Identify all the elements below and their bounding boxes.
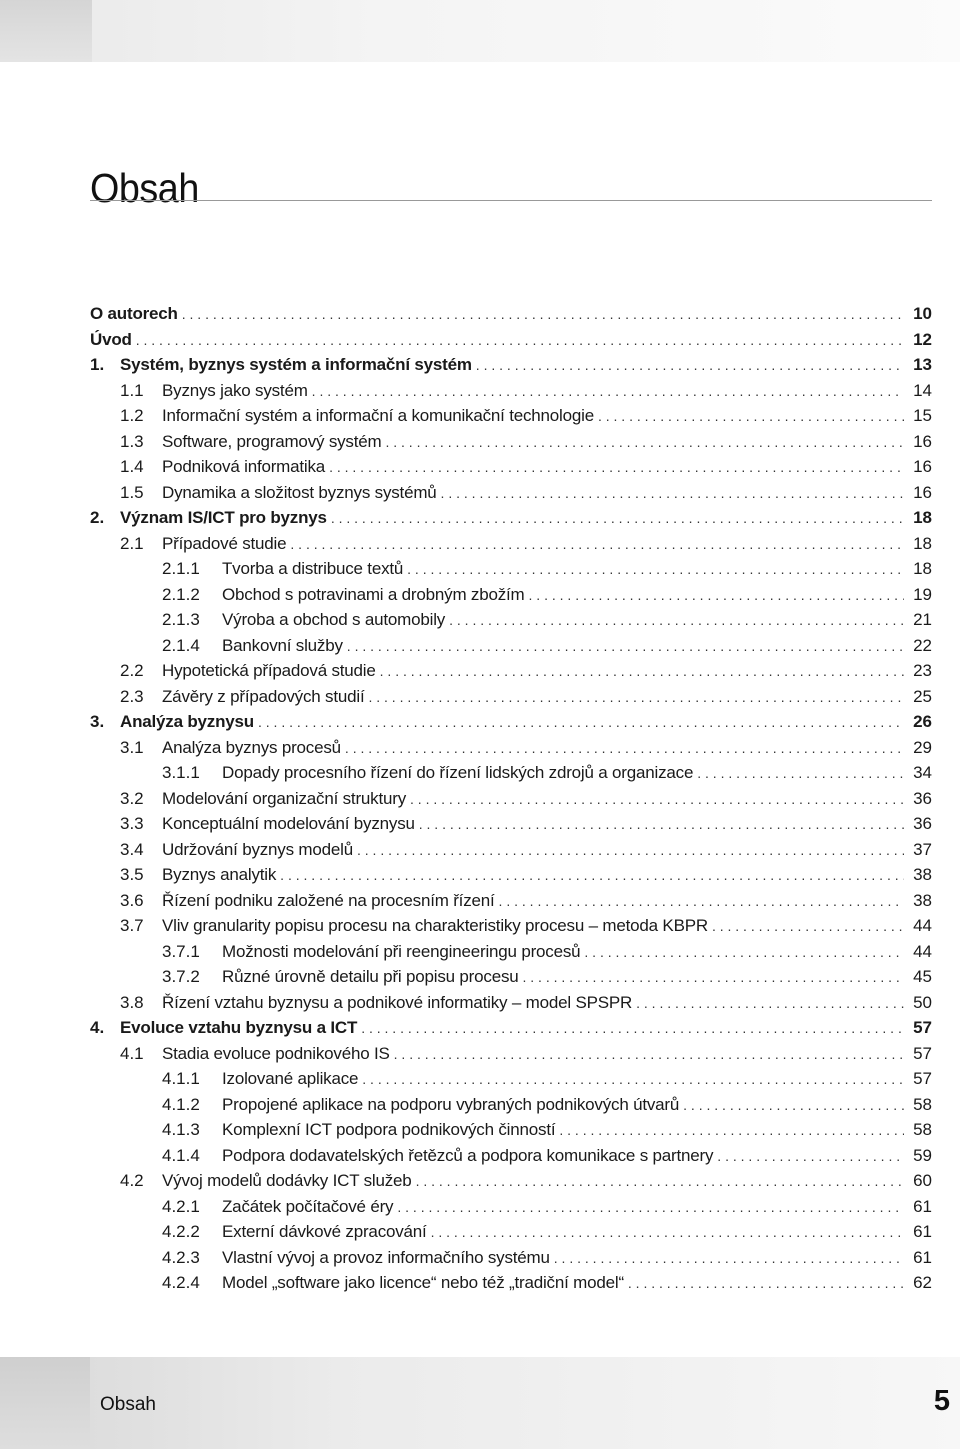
toc-entry-number: 2.3 bbox=[120, 686, 144, 706]
toc-entry[interactable] bbox=[90, 760, 932, 786]
toc-entry-title: Možnosti modelování při reengineeringu procesů bbox=[222, 941, 581, 961]
toc-entry[interactable] bbox=[90, 1117, 932, 1143]
toc-dot-leader bbox=[182, 302, 904, 328]
toc-dot-leader bbox=[476, 353, 904, 379]
toc-entry-page: 57 bbox=[913, 1018, 932, 1037]
toc-entry-page: 61 bbox=[913, 1222, 932, 1241]
toc-entry-page: 50 bbox=[913, 992, 932, 1012]
toc-entry-number: 3.8 bbox=[120, 992, 144, 1012]
toc-entry[interactable] bbox=[90, 964, 932, 990]
toc-entry-title: Analýza byznysu bbox=[120, 712, 254, 731]
toc-entry-title: Výroba a obchod s automobily bbox=[222, 610, 446, 629]
toc-entry-page: 60 bbox=[913, 1171, 932, 1190]
toc-dot-leader bbox=[345, 736, 904, 762]
toc-entry[interactable] bbox=[90, 811, 932, 837]
toc-entry-title: Stadia evoluce podnikového IS bbox=[162, 1043, 390, 1063]
toc-entry[interactable] bbox=[90, 327, 932, 353]
toc-entry-number: 4.1.4 bbox=[162, 1145, 200, 1165]
toc-entry[interactable] bbox=[90, 658, 932, 684]
toc-entry-number: 4.1.3 bbox=[162, 1120, 200, 1139]
toc-entry-number: 2.1.1 bbox=[162, 559, 200, 578]
toc-entry-page: 13 bbox=[913, 355, 932, 374]
toc-entry-page: 37 bbox=[913, 839, 932, 859]
toc-entry-page: 36 bbox=[913, 788, 932, 808]
toc-entry-title: O autorech bbox=[90, 304, 178, 323]
toc-entry-number: 4.2 bbox=[120, 1171, 144, 1190]
toc-entry-page: 16 bbox=[913, 457, 932, 476]
toc-dot-leader bbox=[499, 889, 904, 915]
toc-dot-leader bbox=[258, 710, 904, 736]
toc-entry-page: 26 bbox=[913, 712, 932, 731]
toc-entry-number: 3.5 bbox=[120, 865, 144, 884]
toc-entry-title: Podniková informatika bbox=[162, 457, 326, 476]
toc-dot-leader bbox=[441, 481, 904, 507]
toc-entry-page: 12 bbox=[913, 329, 932, 349]
toc-entry-title: Byznys analytik bbox=[162, 865, 277, 884]
toc-entry-title: Evoluce vztahu byznysu a ICT bbox=[120, 1018, 358, 1037]
toc-dot-leader bbox=[380, 659, 904, 685]
toc-entry[interactable] bbox=[90, 480, 932, 506]
toc-entry-number: 4.1 bbox=[120, 1043, 144, 1063]
toc-entry-page: 34 bbox=[913, 763, 932, 782]
toc-entry-page: 36 bbox=[913, 814, 932, 833]
toc-entry-number: 4.2.4 bbox=[162, 1273, 200, 1292]
toc-entry[interactable] bbox=[90, 1270, 932, 1296]
toc-entry[interactable] bbox=[90, 1245, 932, 1271]
toc-entry-page: 21 bbox=[913, 610, 932, 629]
toc-entry-page: 44 bbox=[913, 916, 932, 935]
footer-band bbox=[0, 1357, 960, 1449]
toc-entry-title: Systém, byznys systém a informační systém bbox=[120, 355, 472, 374]
toc-entry-number: 2.1.3 bbox=[162, 610, 200, 629]
toc-entry-page: 62 bbox=[913, 1273, 932, 1292]
toc-entry-title: Začátek počítačové éry bbox=[222, 1196, 394, 1216]
toc-entry[interactable] bbox=[90, 939, 932, 965]
toc-entry-title: Řízení podniku založené na procesním řízení bbox=[162, 890, 495, 910]
toc-entry-title: Podpora dodavatelských řetězců a podpora komunikace s partnery bbox=[222, 1145, 714, 1165]
toc-dot-leader bbox=[416, 1169, 904, 1195]
toc-entry-number: 1. bbox=[90, 355, 105, 374]
toc-dot-leader bbox=[331, 506, 904, 532]
toc-entry-title: Konceptuální modelování byznysu bbox=[162, 814, 415, 833]
toc-entry[interactable] bbox=[90, 1168, 932, 1194]
toc-entry-title: Vlastní vývoj a provoz informačního systému bbox=[222, 1247, 550, 1267]
toc-entry-number: 3.1.1 bbox=[162, 763, 200, 782]
toc-entry-page: 45 bbox=[913, 967, 932, 986]
toc-dot-leader bbox=[712, 914, 904, 940]
toc-entry-title: Propojené aplikace na podporu vybraných podnikových útvarů bbox=[222, 1094, 680, 1114]
toc-dot-leader bbox=[449, 608, 904, 634]
toc-entry[interactable] bbox=[90, 1143, 932, 1169]
toc-entry-title: Různé úrovně detailu při popisu procesu bbox=[222, 967, 519, 986]
toc-dot-leader bbox=[394, 1042, 904, 1068]
toc-entry[interactable] bbox=[90, 1015, 932, 1041]
toc-entry-number: 3.3 bbox=[120, 814, 144, 833]
toc-entry-title: Udržování byznys modelů bbox=[162, 839, 353, 859]
toc-dot-leader bbox=[362, 1067, 904, 1093]
toc-entry-title: Modelování organizační struktury bbox=[162, 788, 407, 808]
toc-entry-page: 57 bbox=[913, 1069, 932, 1088]
toc-dot-leader bbox=[329, 455, 904, 481]
toc-entry-title: Úvod bbox=[90, 329, 132, 349]
toc-dot-leader bbox=[397, 1195, 904, 1221]
toc-dot-leader bbox=[410, 787, 904, 813]
toc-dot-leader bbox=[136, 328, 904, 354]
toc-entry[interactable] bbox=[90, 505, 932, 531]
toc-entry[interactable] bbox=[90, 633, 932, 659]
toc-entry-number: 4. bbox=[90, 1018, 105, 1037]
toc-entry-title: Informační systém a informační a komunikační technologie bbox=[162, 406, 594, 425]
toc-entry[interactable] bbox=[90, 429, 932, 455]
toc-entry[interactable] bbox=[90, 990, 932, 1016]
toc-entry-number: 3. bbox=[90, 712, 105, 731]
toc-dot-leader bbox=[357, 838, 904, 864]
toc-entry-title: Obchod s potravinami a drobným zbožím bbox=[222, 584, 525, 604]
toc-entry-page: 19 bbox=[913, 584, 932, 604]
toc-entry-number: 3.4 bbox=[120, 839, 144, 859]
toc-entry-page: 15 bbox=[913, 406, 932, 425]
toc-dot-leader bbox=[523, 965, 905, 991]
toc-entry[interactable] bbox=[90, 913, 932, 939]
toc-entry-title: Dopady procesního řízení do řízení lidských zdrojů a organizace bbox=[222, 763, 694, 782]
toc-entry-number: 1.2 bbox=[120, 406, 144, 425]
header-band bbox=[0, 0, 960, 62]
toc-entry-number: 4.2.1 bbox=[162, 1196, 200, 1216]
toc-entry[interactable] bbox=[90, 1041, 932, 1067]
toc-dot-leader bbox=[697, 761, 904, 787]
toc-entry[interactable] bbox=[90, 709, 932, 735]
table-of-contents bbox=[90, 301, 932, 1296]
toc-entry[interactable] bbox=[90, 531, 932, 557]
toc-entry-title: Software, programový systém bbox=[162, 431, 382, 451]
toc-entry-number: 3.1 bbox=[120, 737, 144, 757]
toc-dot-leader bbox=[554, 1246, 904, 1272]
toc-dot-leader bbox=[529, 583, 904, 609]
toc-entry-title: Hypotetická případová studie bbox=[162, 661, 376, 680]
toc-dot-leader bbox=[717, 1144, 904, 1170]
toc-dot-leader bbox=[419, 812, 904, 838]
toc-entry-title: Tvorba a distribuce textů bbox=[222, 559, 404, 578]
toc-entry[interactable] bbox=[90, 735, 932, 761]
title-divider bbox=[90, 200, 932, 201]
toc-entry[interactable] bbox=[90, 1194, 932, 1220]
toc-entry[interactable] bbox=[90, 1219, 932, 1245]
toc-entry-page: 16 bbox=[913, 482, 932, 502]
toc-entry-number: 1.5 bbox=[120, 482, 144, 502]
toc-entry-number: 3.2 bbox=[120, 788, 144, 808]
toc-entry-title: Bankovní služby bbox=[222, 635, 343, 655]
toc-dot-leader bbox=[598, 404, 904, 430]
page-title: Obsah bbox=[90, 165, 199, 212]
toc-dot-leader bbox=[280, 863, 904, 889]
toc-entry-number: 4.2.3 bbox=[162, 1247, 200, 1267]
toc-entry-title: Dynamika a složitost byznys systémů bbox=[162, 482, 437, 502]
toc-entry-title: Model „software jako licence“ nebo též „tradiční model“ bbox=[222, 1273, 624, 1292]
toc-dot-leader bbox=[385, 430, 904, 456]
toc-entry-number: 2.1.4 bbox=[162, 635, 200, 655]
toc-dot-leader bbox=[290, 532, 904, 558]
toc-entry-page: 18 bbox=[913, 533, 932, 553]
toc-entry[interactable] bbox=[90, 556, 932, 582]
toc-entry[interactable] bbox=[90, 403, 932, 429]
toc-entry-page: 61 bbox=[913, 1196, 932, 1216]
toc-dot-leader bbox=[636, 991, 904, 1017]
toc-entry-page: 58 bbox=[913, 1120, 932, 1139]
toc-dot-leader bbox=[368, 685, 904, 711]
toc-entry-page: 22 bbox=[913, 635, 932, 655]
toc-entry-number: 2. bbox=[90, 508, 105, 527]
toc-entry-title: Případové studie bbox=[162, 533, 287, 553]
toc-entry-page: 29 bbox=[913, 737, 932, 757]
toc-dot-leader bbox=[683, 1093, 904, 1119]
toc-dot-leader bbox=[407, 557, 904, 583]
toc-entry-page: 25 bbox=[913, 686, 932, 706]
toc-entry-title: Byznys jako systém bbox=[162, 380, 308, 400]
toc-entry[interactable] bbox=[90, 454, 932, 480]
toc-entry-number: 3.7.2 bbox=[162, 967, 200, 986]
toc-entry-page: 18 bbox=[913, 508, 932, 527]
toc-dot-leader bbox=[431, 1220, 904, 1246]
toc-entry-title: Řízení vztahu byznysu a podnikové informatiky – model SPSPR bbox=[162, 992, 633, 1012]
toc-entry-title: Komplexní ICT podpora podnikových činností bbox=[222, 1120, 556, 1139]
toc-entry[interactable] bbox=[90, 837, 932, 863]
toc-entry-title: Analýza byznys procesů bbox=[162, 737, 341, 757]
toc-dot-leader bbox=[559, 1118, 904, 1144]
footer-accent-block bbox=[0, 1357, 90, 1449]
toc-entry[interactable] bbox=[90, 1066, 932, 1092]
toc-entry[interactable] bbox=[90, 862, 932, 888]
toc-entry-title: Závěry z případových studií bbox=[162, 686, 365, 706]
toc-entry-number: 2.2 bbox=[120, 661, 144, 680]
toc-entry[interactable] bbox=[90, 301, 932, 327]
toc-entry-number: 3.6 bbox=[120, 890, 144, 910]
toc-dot-leader bbox=[312, 379, 904, 405]
toc-entry-title: Význam IS/ICT pro byznys bbox=[120, 508, 327, 527]
toc-entry-number: 1.4 bbox=[120, 457, 144, 476]
toc-dot-leader bbox=[347, 634, 904, 660]
toc-entry-title: Vliv granularity popisu procesu na charakteristiky procesu – metoda KBPR bbox=[162, 916, 708, 935]
toc-entry-page: 38 bbox=[913, 890, 932, 910]
toc-entry-page: 16 bbox=[913, 431, 932, 451]
toc-dot-leader bbox=[584, 940, 904, 966]
toc-entry[interactable] bbox=[90, 888, 932, 914]
toc-entry-page: 38 bbox=[913, 865, 932, 884]
toc-entry[interactable] bbox=[90, 352, 932, 378]
toc-entry-page: 14 bbox=[913, 380, 932, 400]
toc-entry-page: 18 bbox=[913, 559, 932, 578]
toc-entry-number: 2.1.2 bbox=[162, 584, 200, 604]
toc-entry[interactable] bbox=[90, 582, 932, 608]
toc-entry-number: 3.7 bbox=[120, 916, 144, 935]
toc-entry-number: 4.1.1 bbox=[162, 1069, 200, 1088]
toc-entry[interactable] bbox=[90, 378, 932, 404]
toc-entry-number: 4.1.2 bbox=[162, 1094, 200, 1114]
toc-entry-number: 4.2.2 bbox=[162, 1222, 200, 1241]
toc-entry[interactable] bbox=[90, 684, 932, 710]
toc-entry-page: 10 bbox=[913, 304, 932, 323]
toc-dot-leader bbox=[628, 1271, 904, 1297]
toc-entry-page: 23 bbox=[913, 661, 932, 680]
toc-entry-number: 2.1 bbox=[120, 533, 144, 553]
footer-section-label: Obsah bbox=[100, 1394, 156, 1415]
toc-entry-page: 61 bbox=[913, 1247, 932, 1267]
toc-entry-title: Externí dávkové zpracování bbox=[222, 1222, 427, 1241]
toc-entry-page: 44 bbox=[913, 941, 932, 961]
toc-entry-title: Izolované aplikace bbox=[222, 1069, 359, 1088]
toc-entry[interactable] bbox=[90, 607, 932, 633]
footer-page-number: 5 bbox=[933, 1385, 950, 1417]
toc-entry-number: 1.3 bbox=[120, 431, 144, 451]
toc-entry-title: Vývoj modelů dodávky ICT služeb bbox=[162, 1171, 412, 1190]
toc-entry[interactable] bbox=[90, 1092, 932, 1118]
toc-entry-number: 1.1 bbox=[120, 380, 144, 400]
toc-entry-page: 58 bbox=[913, 1094, 932, 1114]
toc-dot-leader bbox=[361, 1016, 904, 1042]
toc-entry-page: 57 bbox=[913, 1043, 932, 1063]
toc-entry-number: 3.7.1 bbox=[162, 941, 200, 961]
toc-entry[interactable] bbox=[90, 786, 932, 812]
toc-entry-page: 59 bbox=[913, 1145, 932, 1165]
